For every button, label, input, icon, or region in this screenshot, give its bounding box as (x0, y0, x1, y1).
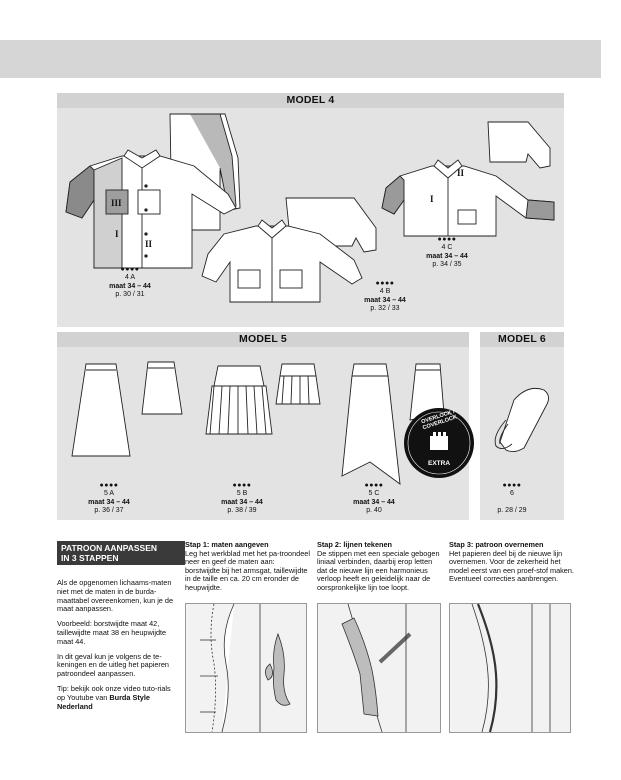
tip-brand: Burda Style Nederland (57, 692, 150, 711)
caption-5a (74, 482, 144, 516)
header-band (0, 40, 601, 78)
step-1-title: Stap 1: maten aangeven (185, 540, 269, 549)
adjust-para-4 (57, 685, 179, 711)
model4-title: MODEL 4 (57, 93, 564, 108)
step-3-drawing (450, 604, 570, 732)
size-range: maat 34 – 44 (364, 296, 406, 304)
roman-one-4c: I (430, 194, 434, 204)
model-number: 6 (510, 490, 514, 497)
page-ref: p. 30 / 31 (115, 291, 145, 299)
roman-one-4a: I (115, 229, 119, 239)
model-number: 4 A (124, 274, 136, 281)
caption-4b (350, 280, 420, 314)
page-ref: p. 38 / 39 (227, 507, 257, 515)
badge-bottom-text: EXTRA (427, 460, 451, 467)
model-number: 5 A (103, 490, 115, 497)
size-range: maat 34 – 44 (88, 498, 130, 506)
skirt-5b-illustration (204, 358, 334, 458)
step-2-text: De stippen met een speciale gebogen liniaal verbinden, daarbij erop letten dat de nieuwe lijn een harmonieus verloop heeft en geleidelijk naar de oorspronkelijke lijn toe loopt. (317, 548, 440, 592)
adjust-para-1: Als de opgenomen lichaams-maten niet met de maten in de burda-maattabel overeenkomen, kun je de maat aanpassen. (57, 578, 174, 614)
step-1-text: Leg het werkblad met het pa-troondeel neer en geef de maten aan: borstwijdte bij het armsgat, taillewijdte in de taille en ca. 20 cm eronder de heupwijdte. (185, 548, 310, 592)
model-number: 5 B (236, 490, 248, 497)
roman-two-4a: II (145, 239, 153, 249)
adjust-body (57, 579, 179, 717)
model5-title: MODEL 5 (57, 332, 469, 347)
step-2-title: Stap 2: lijnen tekenen (317, 540, 393, 549)
page-ref: p. 32 / 33 (370, 305, 400, 313)
caption-5b (207, 482, 277, 516)
step-2-figure (317, 603, 441, 733)
difficulty-dots: ●●●● (437, 236, 457, 243)
size-range: maat 34 – 44 (426, 252, 468, 260)
step-3-figure (449, 603, 571, 733)
model-number: 4 C (441, 244, 453, 251)
step-3-title: Stap 3: patroon overnemen (449, 540, 544, 549)
skirt-5a-illustration (66, 358, 196, 458)
roman-three-4a: III (111, 198, 122, 208)
step-2 (317, 541, 442, 593)
adjust-title-line1: PATROON AANPASSEN (61, 543, 158, 553)
bag-6-illustration (488, 380, 558, 460)
caption-6 (477, 482, 547, 514)
roman-two-4c: II (457, 168, 465, 178)
page-ref: p. 36 / 37 (94, 507, 124, 515)
overlock-badge (404, 408, 474, 478)
size-range: maat 34 – 44 (353, 498, 395, 506)
jacket-4c-illustration (378, 118, 568, 238)
badge-top-text: OVERLOCK / COVERLOCK (420, 408, 458, 432)
step-1 (185, 541, 310, 593)
size-range: maat 34 – 44 (109, 282, 151, 290)
caption-4a (95, 266, 165, 300)
caption-5c (339, 482, 409, 516)
model6-title: MODEL 6 (480, 332, 564, 347)
step-3-text: Het papieren deel bij de nieuwe lijn overnemen. Voor de zekerheid het model eerst van een proef-stof maken. Eventueel correcties aanbrengen. (449, 548, 574, 584)
step-1-figure (185, 603, 307, 733)
difficulty-dots: ●●●● (99, 482, 119, 489)
difficulty-dots: ●●●● (502, 482, 522, 489)
adjust-para-3: In dit geval kun je volgens de te-keningen en de uitleg het papieren patroondeel aanpassen. (57, 651, 169, 679)
difficulty-dots: ●●●● (375, 280, 395, 287)
page-ref: p. 28 / 29 (497, 506, 527, 514)
size-range: maat 34 – 44 (221, 498, 263, 506)
step-1-drawing (186, 604, 306, 732)
adjust-title-line2: IN 3 STAPPEN (61, 553, 119, 563)
model-number: 5 C (368, 490, 380, 497)
model-number: 4 B (379, 288, 391, 295)
difficulty-dots: ●●●● (364, 482, 384, 489)
difficulty-dots: ●●●● (120, 266, 140, 273)
difficulty-dots: ●●●● (232, 482, 252, 489)
adjust-section-title (57, 541, 185, 565)
caption-4c (412, 236, 482, 270)
step-2-drawing (318, 604, 440, 732)
page-ref: p. 40 (366, 507, 382, 515)
page-ref: p. 34 / 35 (432, 261, 462, 269)
adjust-para-2: Voorbeeld: borstwijdte maat 42, taillewijdte maat 38 en heupwijdte maat 44. (57, 619, 167, 646)
tip-text: Tip: bekijk ook onze video tuto-rials op Youtube van (57, 683, 171, 702)
step-3 (449, 541, 574, 584)
